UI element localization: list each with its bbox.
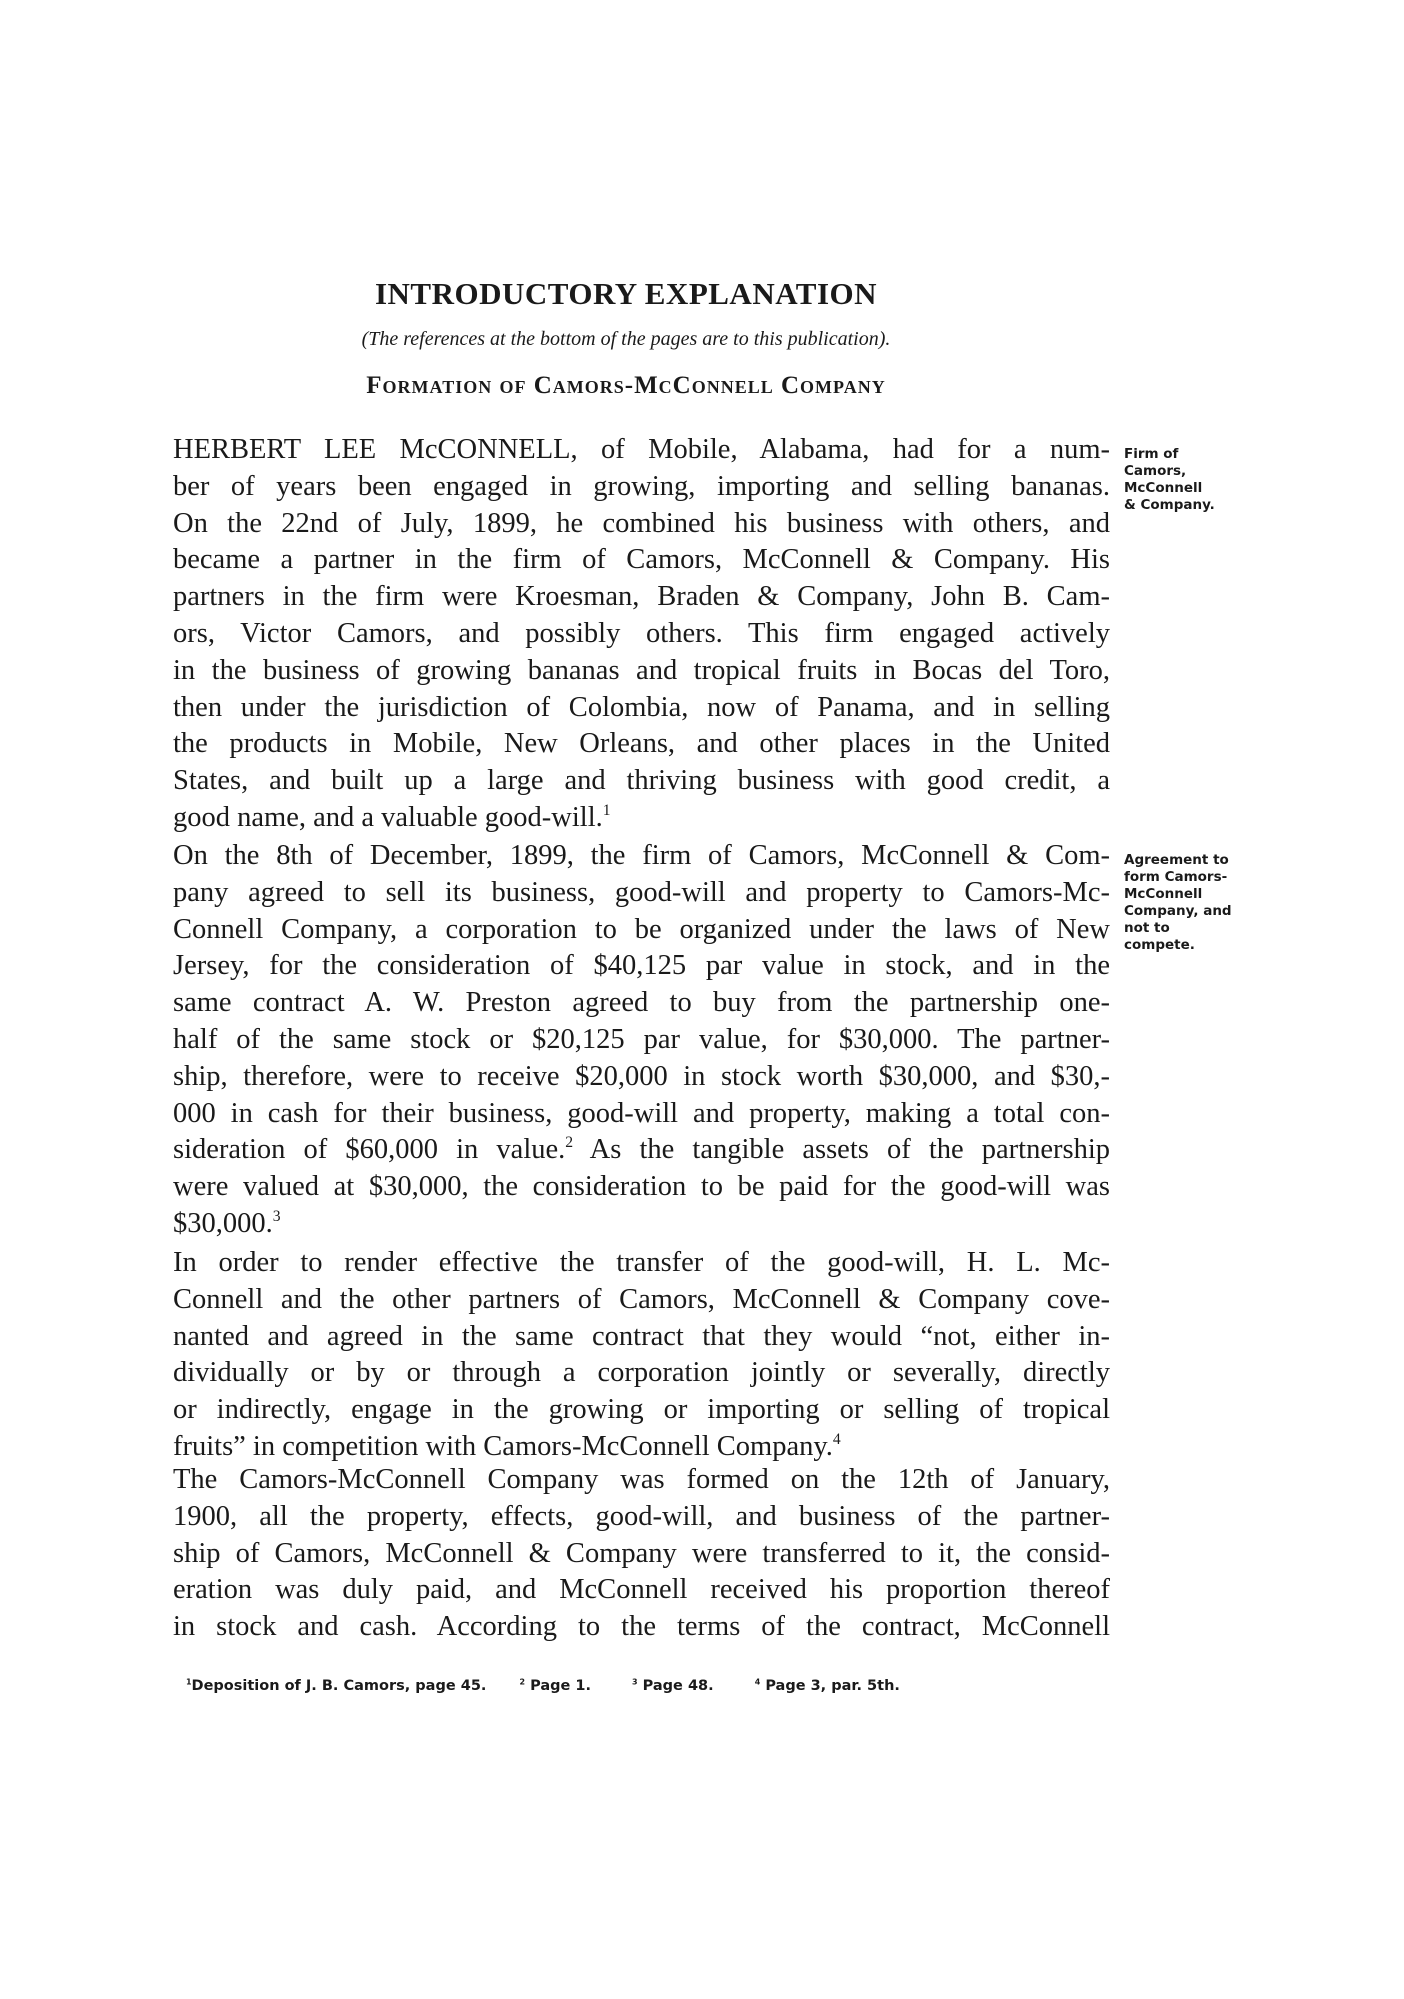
footnotes xyxy=(186,1678,1086,1694)
paragraph-3 xyxy=(173,1245,1110,1466)
text-line: ship, therefore, were to receive $20,000 in stock worth $30,000, and $30,- xyxy=(173,1060,1110,1092)
footnote-text: Page 48. xyxy=(642,1678,714,1694)
subtitle: (The references at the bottom of the pages are to this publication). xyxy=(361,328,891,350)
text-line: ship of Camors, McConnell & Company were transferred to it, the consid- xyxy=(173,1537,1110,1569)
text-line: 000 in cash for their business, good-will and property, making a total con- xyxy=(173,1097,1110,1129)
margin-note-line: & Company. xyxy=(1124,497,1215,513)
margin-note-line: Camors, xyxy=(1124,463,1187,479)
margin-note-line: Firm of xyxy=(1124,446,1179,462)
text-line: became a partner in the firm of Camors, McConnell & Company. His xyxy=(173,544,1110,576)
text-line: dividually or by or through a corporation jointly or severally, directly xyxy=(173,1357,1110,1389)
paragraph-4 xyxy=(173,1462,1110,1646)
text-line: half of the same stock or $20,125 par value, for $30,000. The partner- xyxy=(173,1023,1110,1055)
text-line xyxy=(173,1206,1110,1243)
footnote-text: Deposition of J. B. Camors, page 45. xyxy=(191,1678,487,1694)
footnote xyxy=(519,1678,591,1694)
text-line-content: As the tangible assets of the partnership xyxy=(573,1134,1110,1166)
text-line: 1900, all the property, effects, good-will, and business of the partner- xyxy=(173,1500,1110,1532)
margin-note-line: form Camors- xyxy=(1124,869,1228,885)
text-line-content: $30,000. xyxy=(173,1207,273,1239)
text-line: or indirectly, engage in the growing or importing or selling of tropical xyxy=(173,1394,1110,1426)
footnote-ref: 2 xyxy=(565,1134,574,1152)
text-line xyxy=(173,1429,1110,1466)
text-line-content: fruits” in competition with Camors-McConnell Company. xyxy=(173,1430,833,1462)
text-line: were valued at $30,000, the consideration to be paid for the good-will was xyxy=(173,1171,1110,1203)
footnote-number: 2 xyxy=(519,1677,526,1687)
margin-note-line: McConnell xyxy=(1124,886,1203,902)
paragraph-2 xyxy=(173,838,1110,1243)
footnote xyxy=(755,1678,900,1694)
footnote-ref: 3 xyxy=(272,1208,281,1225)
page-title: INTRODUCTORY EXPLANATION xyxy=(374,276,878,311)
text-line: Connell and the other partners of Camors, McConnell & Company cove- xyxy=(173,1283,1110,1315)
margin-note-line: McConnell xyxy=(1124,480,1203,496)
margin-note-firm xyxy=(1124,446,1264,514)
text-line: On the 8th of December, 1899, the firm of Camors, McConnell & Com- xyxy=(173,840,1110,871)
footnote-number: 1 xyxy=(186,1677,192,1687)
margin-note-line: Agreement to xyxy=(1124,852,1229,868)
footnote-text: Page 3, par. 5th. xyxy=(765,1678,900,1694)
text-line: pany agreed to sell its business, good-will and property to Camors-Mc- xyxy=(173,876,1110,908)
text-line: ber of years been engaged in growing, importing and selling bananas. xyxy=(173,470,1110,502)
text-line: States, and built up a large and thriving business with good credit, a xyxy=(173,765,1110,797)
footnote xyxy=(632,1678,714,1694)
text-line xyxy=(173,800,1110,837)
footnote-ref: 1 xyxy=(602,802,611,819)
text-line: ors, Victor Camors, and possibly others. This firm engaged actively xyxy=(173,617,1110,649)
footnote-ref: 4 xyxy=(832,1431,841,1449)
text-line: nanted and agreed in the same contract that they would “not, either in- xyxy=(173,1320,1110,1352)
text-line: in the business of growing bananas and tropical fruits in Bocas del Toro, xyxy=(173,654,1110,686)
text-line xyxy=(173,1132,1110,1169)
text-line: HERBERT LEE McCONNELL, of Mobile, Alabama, had for a num- xyxy=(173,434,1110,465)
text-line: In order to render effective the transfer of the good-will, H. L. Mc- xyxy=(173,1247,1110,1278)
text-line: On the 22nd of July, 1899, he combined his business with others, and xyxy=(173,507,1110,539)
margin-note-line: Company, and xyxy=(1124,903,1232,919)
text-line: The Camors-McConnell Company was formed on the 12th of January, xyxy=(173,1464,1110,1495)
text-line-content: good name, and a valuable good-will. xyxy=(173,801,603,833)
text-line: same contract A. W. Preston agreed to buy from the partnership one- xyxy=(173,987,1110,1019)
footnote-number: 3 xyxy=(632,1677,638,1687)
text-line-content: sideration of $60,000 in value. xyxy=(173,1134,566,1166)
text-line: then under the jurisdiction of Colombia, now of Panama, and in selling xyxy=(173,691,1110,723)
footnote-number: 4 xyxy=(754,1677,761,1687)
text-line: Connell Company, a corporation to be organized under the laws of New xyxy=(173,913,1110,945)
text-line: Jersey, for the consideration of $40,125 par value in stock, and in the xyxy=(173,950,1110,982)
margin-note-line: compete. xyxy=(1124,937,1195,953)
text-line: eration was duly paid, and McConnell received his proportion thereof xyxy=(173,1574,1110,1606)
footnote-text: Page 1. xyxy=(530,1678,591,1694)
text-line: the products in Mobile, New Orleans, and other places in the United xyxy=(173,728,1110,760)
paragraph-1 xyxy=(173,432,1110,837)
text-line: in stock and cash. According to the terms of the contract, McConnell xyxy=(173,1611,1110,1643)
text-line: partners in the firm were Kroesman, Braden & Company, John B. Cam- xyxy=(173,581,1110,613)
footnote xyxy=(186,1678,486,1694)
margin-note-agreement xyxy=(1124,852,1264,954)
section-heading: Formation of Camors-McConnell Company xyxy=(366,372,886,399)
margin-note-line: not to xyxy=(1124,920,1170,936)
